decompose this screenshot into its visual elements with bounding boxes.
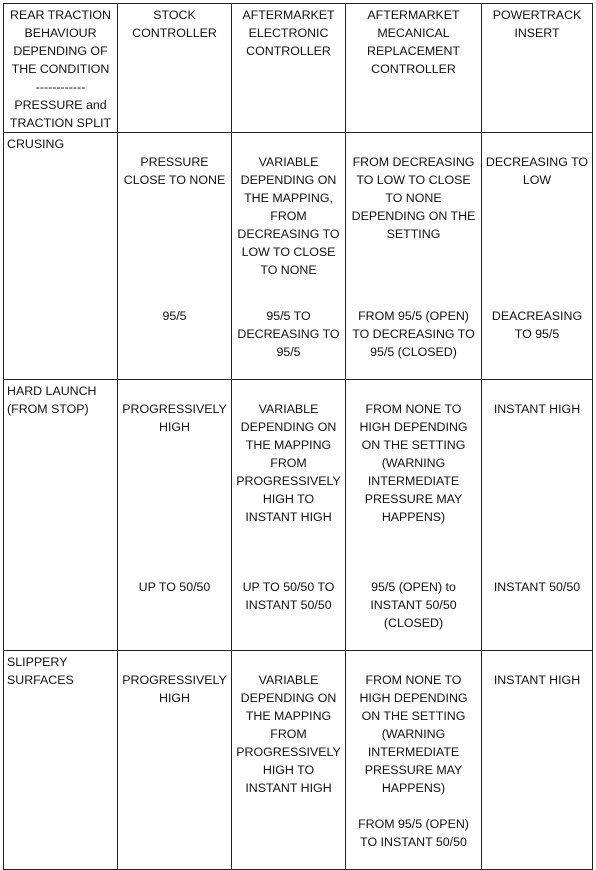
pressure-text: PROGRESSIVELY HIGH [122,402,227,434]
electronic-cell [232,133,346,380]
pressure-text: INSTANT HIGH [493,402,581,416]
table-row [4,380,593,651]
electronic-cell [232,651,346,870]
header-condition: REAR TRACTION BEHAVIOUR DEPENDING OF THE CONDITION ------------ PRESSURE and TRACTION SPLIT [4,4,118,133]
condition-cell: SLIPPERY SURFACES [4,651,118,870]
header-row [4,4,593,133]
split-text: 95/5 TO DECREASING TO 95/5 [237,309,340,359]
pressure-text: INSTANT HIGH [493,673,581,687]
split-text: UP TO 50/50 [138,580,211,594]
pressure-text: VARIABLE DEPENDING ON THE MAPPING FROM PROGRESSIVELY HIGH TO INSTANT HIGH [236,402,341,524]
stock-cell [118,380,232,651]
pressure-text: FROM NONE TO HIGH DEPENDING ON THE SETTING (WARNING INTERMEDIATE PRESSURE MAY HAPPENS) [359,673,468,795]
split-text: UP TO 50/50 TO INSTANT 50/50 [242,580,335,612]
split-text: DEACREASING TO 95/5 [491,309,583,341]
mechanical-cell [346,651,482,870]
split-text: FROM 95/5 (OPEN) TO INSTANT 50/50 [358,817,469,849]
header-mechanical-controller: AFTERMARKET MECANICAL REPLACEMENT CONTROLLER [346,4,482,133]
header-electronic-controller: AFTERMARKET ELECTRONIC CONTROLLER [232,4,346,133]
pressure-text: PROGRESSIVELY HIGH [122,673,227,705]
header-powertrack-insert: POWERTRACK INSERT [482,4,593,133]
table-row [4,651,593,870]
header-stock-controller: STOCK CONTROLLER [118,4,232,133]
split-text: INSTANT 50/50 [493,580,581,594]
comparison-table [3,3,593,870]
stock-cell [118,651,232,870]
condition-cell: HARD LAUNCH (FROM STOP) [4,380,118,651]
pressure-text: VARIABLE DEPENDING ON THE MAPPING, FROM DECREASING TO LOW TO CLOSE TO NONE [237,155,340,277]
powertrack-cell [482,380,593,651]
pressure-text: FROM NONE TO HIGH DEPENDING ON THE SETTING (WARNING INTERMEDIATE PRESSURE MAY HAPPENS) [359,402,468,524]
table-row [4,133,593,380]
mechanical-cell [346,380,482,651]
pressure-text: PRESSURE CLOSE TO NONE [123,155,226,187]
mechanical-cell [346,133,482,380]
pressure-text: DECREASING TO LOW [485,155,589,187]
split-text: FROM 95/5 (OPEN) TO DECREASING TO 95/5 (CLOSED) [352,309,475,359]
pressure-text: FROM DECREASING TO LOW TO CLOSE TO NONE DEPENDING ON THE SETTING [351,155,476,241]
stock-cell [118,133,232,380]
powertrack-cell [482,651,593,870]
condition-cell: CRUSING [4,133,118,380]
powertrack-cell [482,133,593,380]
split-text: 95/5 (OPEN) to INSTANT 50/50 (CLOSED) [370,580,457,630]
split-text: 95/5 [162,309,187,323]
electronic-cell [232,380,346,651]
pressure-text: VARIABLE DEPENDING ON THE MAPPING FROM PROGRESSIVELY HIGH TO INSTANT HIGH [236,673,341,795]
